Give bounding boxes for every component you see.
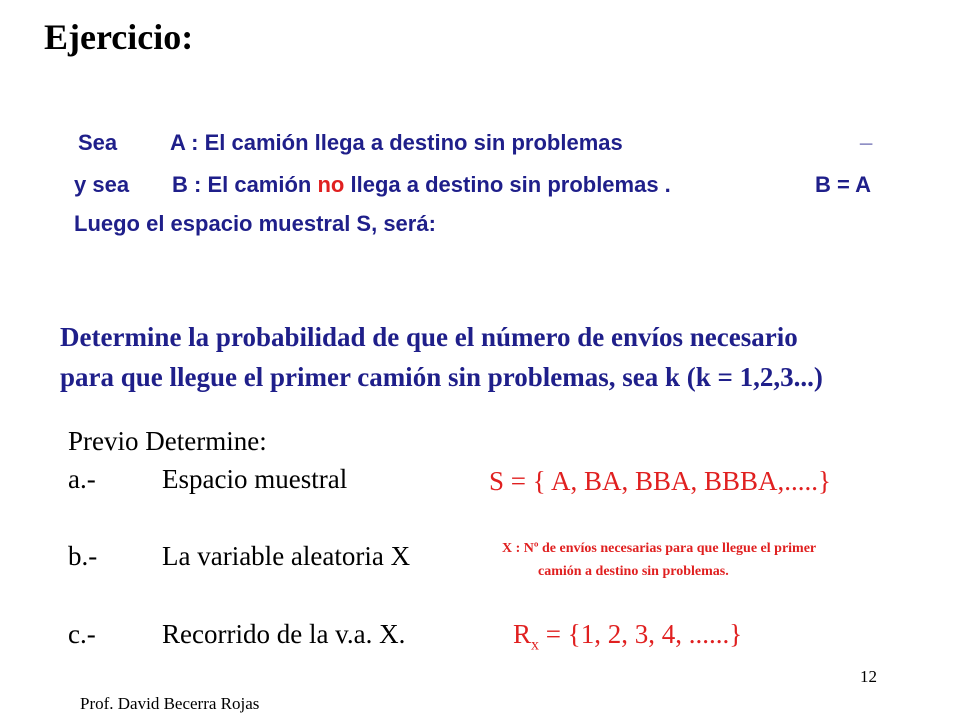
item-a-letter: a.-	[68, 464, 96, 494]
event-a-definition: A : El camión llega a destino sin problemas	[170, 130, 623, 155]
item-a-text: Espacio muestral	[162, 464, 348, 494]
y-sea-label: y sea	[74, 172, 130, 197]
complement-bar: _	[860, 122, 873, 147]
item-b-letter: b.-	[68, 541, 98, 571]
sample-space-answer: S = { A, BA, BBA, BBBA,.....}	[489, 466, 831, 496]
previo-heading: Previo Determine:	[68, 426, 267, 456]
question-line-2: para que llegue el primer camión sin problemas, sea k (k = 1,2,3...)	[60, 362, 823, 392]
item-c-text: Recorrido de la v.a. X.	[162, 619, 406, 649]
item-c-letter: c.-	[68, 619, 96, 649]
slide-title: Ejercicio:	[44, 17, 194, 57]
event-b-no: no	[317, 172, 345, 197]
event-b-definition	[172, 172, 671, 198]
luego-text: Luego el espacio muestral S, será:	[74, 211, 436, 236]
item-b-text: La variable aleatoria X	[162, 541, 411, 571]
range-values: = {1, 2, 3, 4, ......}	[539, 619, 743, 649]
range-answer	[513, 619, 742, 654]
range-r: R	[513, 619, 532, 649]
range-subscript: x	[531, 636, 540, 654]
x-definition-line-2: camión a destino sin problemas.	[538, 564, 729, 579]
author-footer: Prof. David Becerra Rojas	[80, 694, 260, 713]
sea-label: Sea	[78, 130, 118, 155]
complement-equation: B = A	[815, 172, 872, 197]
event-b-suffix: llega a destino sin problemas .	[344, 172, 671, 197]
page-number: 12	[860, 667, 877, 686]
question-line-1: Determine la probabilidad de que el número de envíos necesario	[60, 322, 798, 352]
x-definition-line-1: X : Nº de envíos necesarias para que llegue el primer	[502, 541, 817, 556]
event-b-prefix: B : El camión	[172, 172, 318, 197]
